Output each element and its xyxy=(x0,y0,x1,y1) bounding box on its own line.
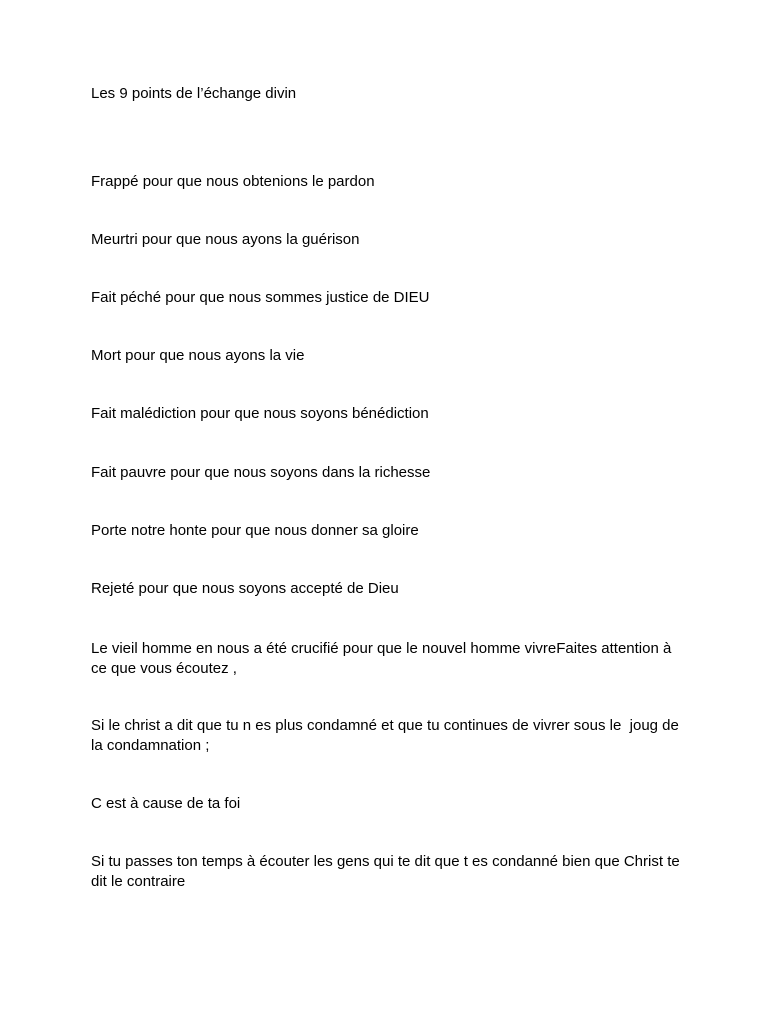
document-title: Les 9 points de l’échange divin xyxy=(91,85,297,102)
paragraph-3: Fait péché pour que nous sommes justice de DIEU xyxy=(91,289,430,306)
paragraph-11: C est à cause de ta foi xyxy=(91,795,241,812)
paragraph-2: Meurtri pour que nous ayons la guérison xyxy=(91,231,360,248)
paragraph-9: Le vieil homme en nous a été crucifié pour que le nouvel homme vivreFaites attention à ce que vous écoutez , xyxy=(91,640,676,677)
paragraph-6: Fait pauvre pour que nous soyons dans la richesse xyxy=(91,464,431,481)
paragraph-12: Si tu passes ton temps à écouter les gens qui te dit que t es condanné bien que Christ te dit le contraire xyxy=(91,853,684,890)
paragraph-4: Mort pour que nous ayons la vie xyxy=(91,347,305,364)
paragraph-8: Rejeté pour que nous soyons accepté de Dieu xyxy=(91,580,399,597)
paragraph-10: Si le christ a dit que tu n es plus condamné et que tu continues de vivrer sous le joug de la condamnation ; xyxy=(91,717,684,754)
paragraph-1: Frappé pour que nous obtenions le pardon xyxy=(91,173,375,190)
paragraph-7: Porte notre honte pour que nous donner sa gloire xyxy=(91,522,419,539)
paragraph-5: Fait malédiction pour que nous soyons bénédiction xyxy=(91,405,429,422)
